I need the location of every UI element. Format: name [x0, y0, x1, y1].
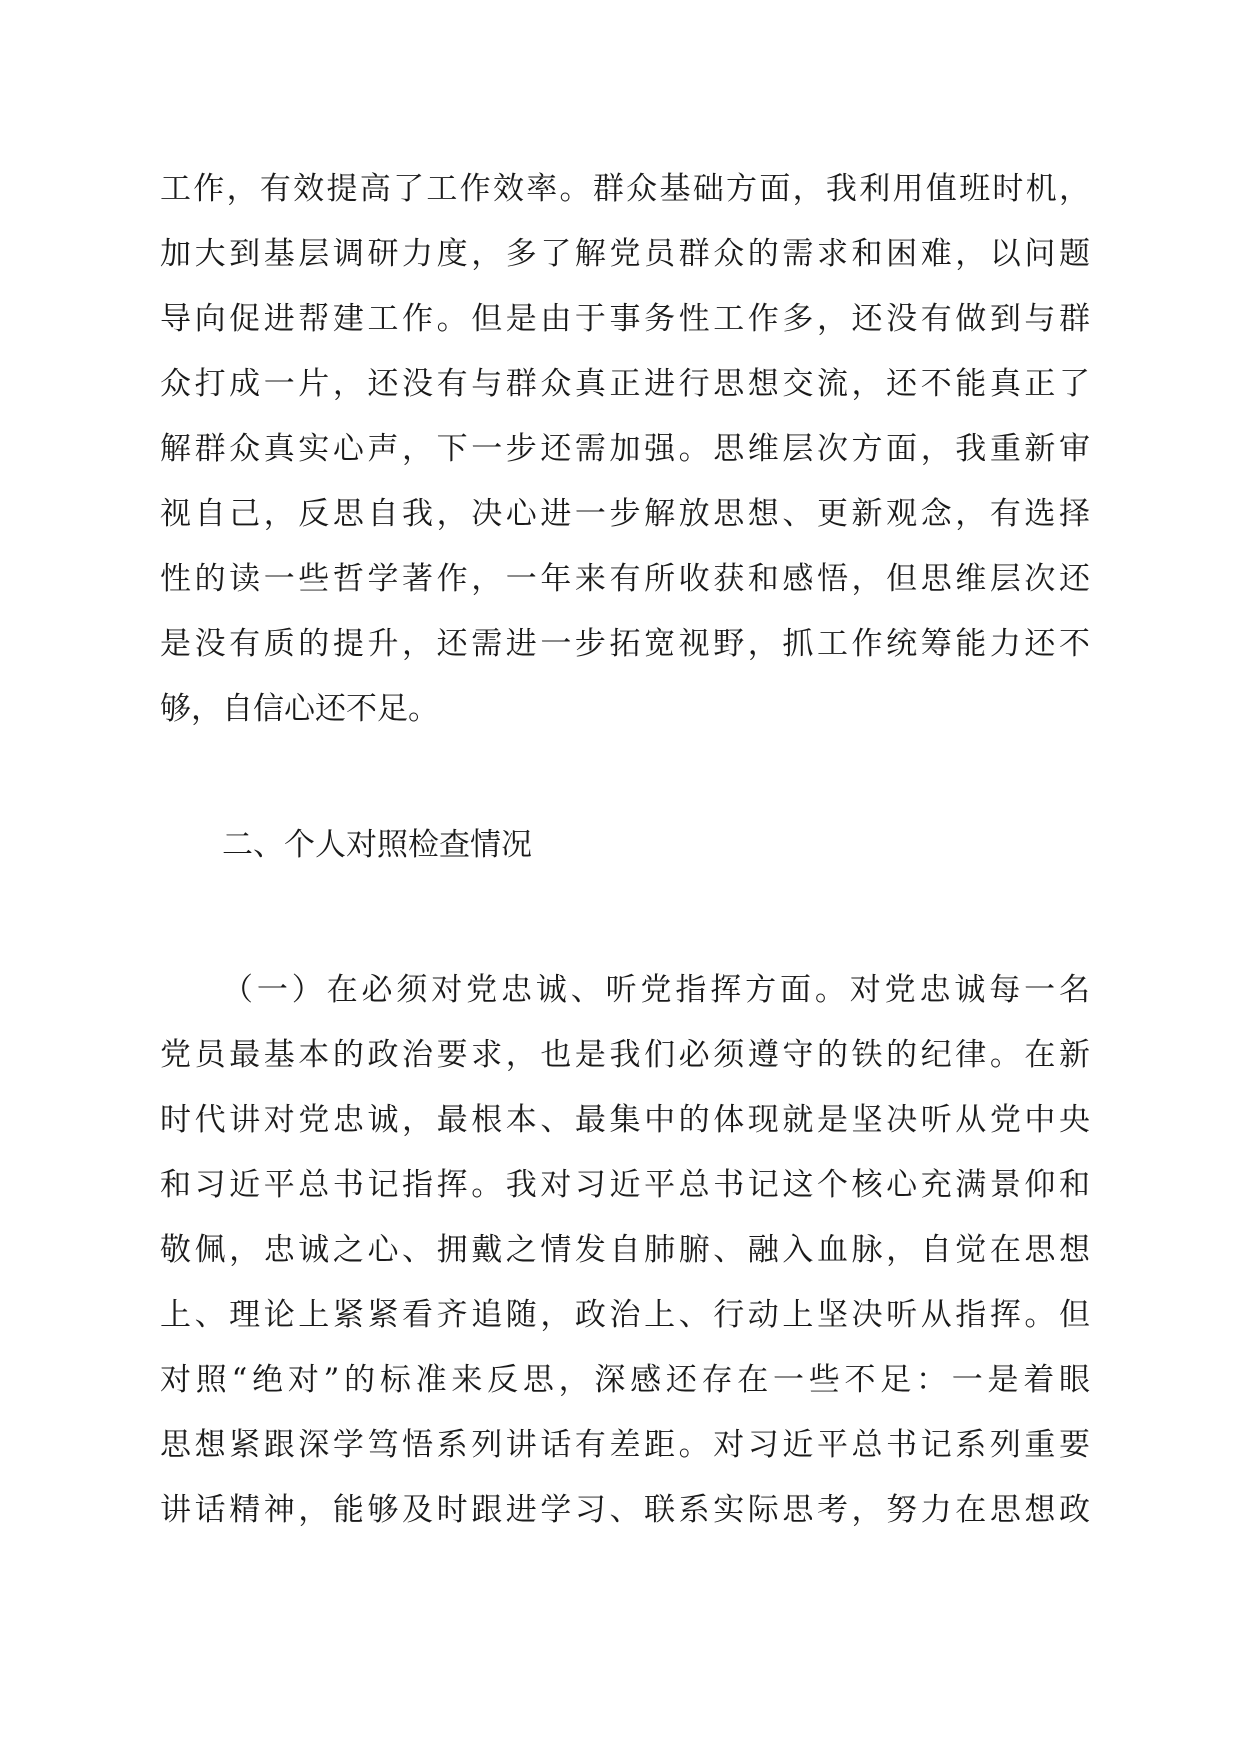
- paragraph-line: 解群众真实心声，下一步还需加强。思维层次方面，我重新审: [160, 431, 1090, 467]
- paragraph-line: 众打成一片，还没有与群众真正进行思想交流，还不能真正了: [160, 366, 1090, 402]
- paragraph-line: 够，自信心还不足。: [160, 691, 439, 727]
- paragraph-line: 敬佩，忠诚之心、拥戴之情发自肺腑、融入血脉，自觉在思想: [160, 1232, 1090, 1268]
- paragraph-line: 上、理论上紧紧看齐追随，政治上、行动上坚决听从指挥。但: [160, 1297, 1090, 1333]
- section-heading-text: 二、个人对照检查情况: [222, 827, 532, 863]
- paragraph-line: 和习近平总书记指挥。我对习近平总书记这个核心充满景仰和: [160, 1167, 1090, 1203]
- body-paragraph: [160, 958, 1090, 1543]
- section-heading: [160, 813, 1090, 878]
- body-paragraph: [160, 157, 1090, 742]
- paragraph-line: 是没有质的提升，还需进一步拓宽视野，抓工作统筹能力还不: [160, 626, 1090, 662]
- paragraph-line: 工作，有效提高了工作效率。群众基础方面，我利用值班时机，: [160, 171, 1090, 207]
- paragraph-line: 党员最基本的政治要求，也是我们必须遵守的铁的纪律。在新: [160, 1037, 1090, 1073]
- paragraph-line: 思想紧跟深学笃悟系列讲话有差距。对习近平总书记系列重要: [160, 1427, 1090, 1463]
- paragraph-line: 加大到基层调研力度，多了解党员群众的需求和困难，以问题: [160, 236, 1090, 272]
- paragraph-line: 对照“绝对”的标准来反思，深感还存在一些不足：一是着眼: [160, 1362, 1090, 1398]
- paragraph-line: （一）在必须对党忠诚、听党指挥方面。对党忠诚每一名: [222, 972, 1090, 1008]
- paragraph-line: 讲话精神，能够及时跟进学习、联系实际思考，努力在思想政: [160, 1492, 1090, 1528]
- paragraph-line: 性的读一些哲学著作，一年来有所收获和感悟，但思维层次还: [160, 561, 1090, 597]
- paragraph-line: 导向促进帮建工作。但是由于事务性工作多，还没有做到与群: [160, 301, 1090, 337]
- paragraph-line: 视自己，反思自我，决心进一步解放思想、更新观念，有选择: [160, 496, 1090, 532]
- paragraph-line: 时代讲对党忠诚，最根本、最集中的体现就是坚决听从党中央: [160, 1102, 1090, 1138]
